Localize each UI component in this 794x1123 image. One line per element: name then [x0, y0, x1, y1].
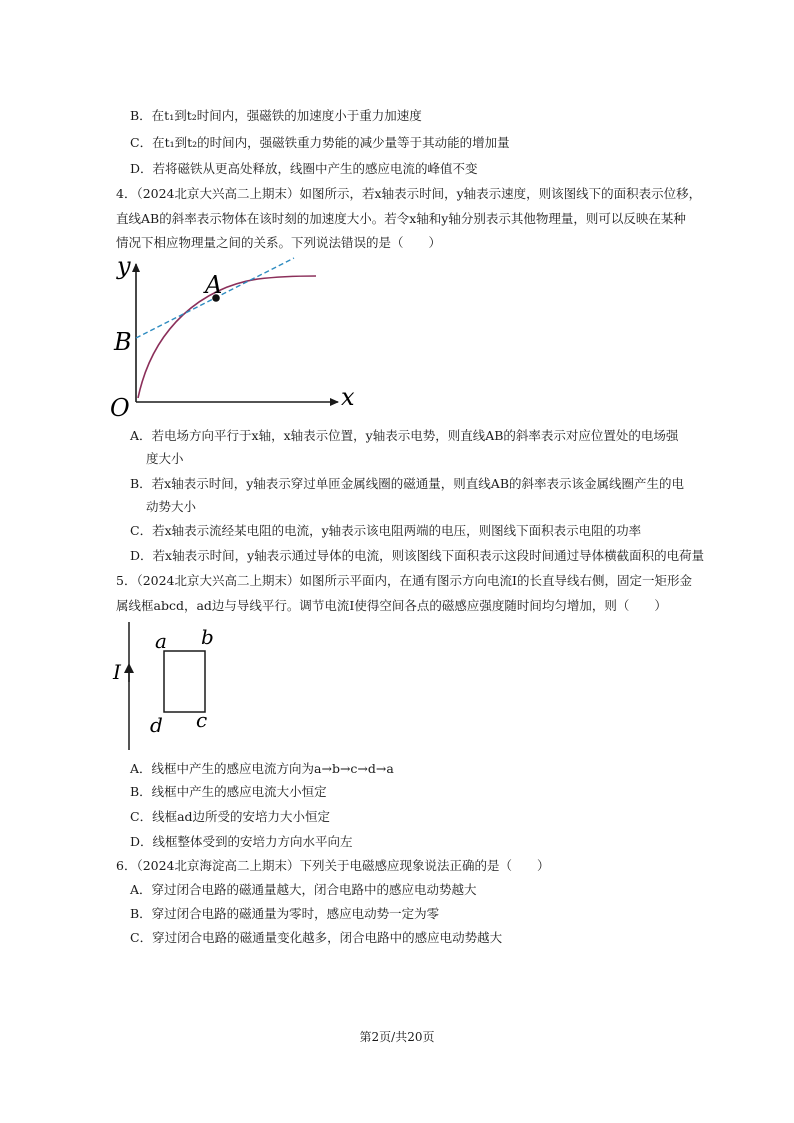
curve-line: [138, 276, 316, 398]
current-label: I: [113, 660, 121, 684]
origin-label: O: [110, 394, 130, 422]
q4-option-a-line1: A．若电场方向平行于x轴，x轴表示位置，y轴表示电势，则直线AB的斜率表示对应位置处的电场强: [130, 428, 679, 443]
q5-option-a: A．线框中产生的感应电流方向为a→b→c→d→a: [130, 761, 394, 776]
q5-option-b: B．线框中产生的感应电流大小恒定: [130, 784, 327, 799]
q4-stem-line2: 直线AB的斜率表示物体在该时刻的加速度大小。若令x轴和y轴分别表示其他物理量，则可以反映在某种: [116, 211, 686, 226]
q3-option-b: B．在t₁到t₂时间内，强磁铁的加速度小于重力加速度: [130, 108, 422, 123]
q6-option-c: C．穿过闭合电路的磁通量变化越多，闭合电路中的感应电动势越大: [130, 930, 503, 945]
q3-option-d: D．若将磁铁从更高处释放，线圈中产生的感应电流的峰值不变: [130, 161, 478, 176]
corner-c-label: c: [196, 708, 208, 732]
y-axis-label: y: [117, 252, 131, 280]
point-b-label: B: [114, 328, 132, 356]
point-a-label: A: [205, 271, 223, 299]
corner-a-label: a: [155, 629, 167, 653]
q4-stem-line3: 情况下相应物理量之间的关系。下列说法错误的是（ ）: [116, 235, 442, 250]
q5-stem-line2: 属线框abcd，ad边与导线平行。调节电流I使得空间各点的磁感应强度随时间均匀增加，则（ ）: [116, 598, 667, 613]
corner-d-label: d: [150, 713, 163, 737]
q4-option-d: D．若x轴表示时间，y轴表示通过导体的电流，则该图线下面积表示这段时间通过导体横截面积的电荷量: [130, 548, 705, 563]
q4-option-b-line2: 动势大小: [146, 499, 197, 514]
x-axis-label: x: [341, 383, 355, 411]
q4-option-b-line1: B．若x轴表示时间，y轴表示穿过单匝金属线圈的磁通量，则直线AB的斜率表示该金属线圈产生的电: [130, 476, 685, 491]
q6-option-b: B．穿过闭合电路的磁通量为零时，感应电动势一定为零: [130, 906, 440, 921]
q5-option-d: D．线框整体受到的安培力方向水平向左: [130, 834, 353, 849]
q6-stem: 6．（2024北京海淀高二上期末）下列关于电磁感应现象说法正确的是（ ）: [116, 858, 550, 873]
page-footer: 第2页/共20页: [359, 1030, 435, 1044]
corner-b-label: b: [201, 625, 214, 649]
q3-option-c: C．在t₁到t₂的时间内，强磁铁重力势能的减少量等于其动能的增加量: [130, 135, 510, 150]
q4-stem-line1: 4．（2024北京大兴高二上期末）如图所示，若x轴表示时间，y轴表示速度，则该图线下的面积表示位移，: [116, 186, 702, 201]
rectangular-frame-abcd: [164, 651, 205, 712]
q5-stem-line1: 5．（2024北京大兴高二上期末）如图所示平面内，在通有图示方向电流I的长直导线右侧，固定一矩形金: [116, 573, 692, 588]
q4-option-a-line2: 度大小: [146, 451, 184, 466]
q5-option-c: C．线框ad边所受的安培力大小恒定: [130, 809, 331, 824]
q6-option-a: A．穿过闭合电路的磁通量越大，闭合电路中的感应电动势越大: [130, 882, 477, 897]
q5-wire-frame-figure: [108, 618, 228, 758]
q4-graph-figure: [108, 252, 368, 422]
q4-option-c: C．若x轴表示流经某电阻的电流，y轴表示该电阻两端的电压，则图线下面积表示电阻的功率: [130, 523, 642, 538]
